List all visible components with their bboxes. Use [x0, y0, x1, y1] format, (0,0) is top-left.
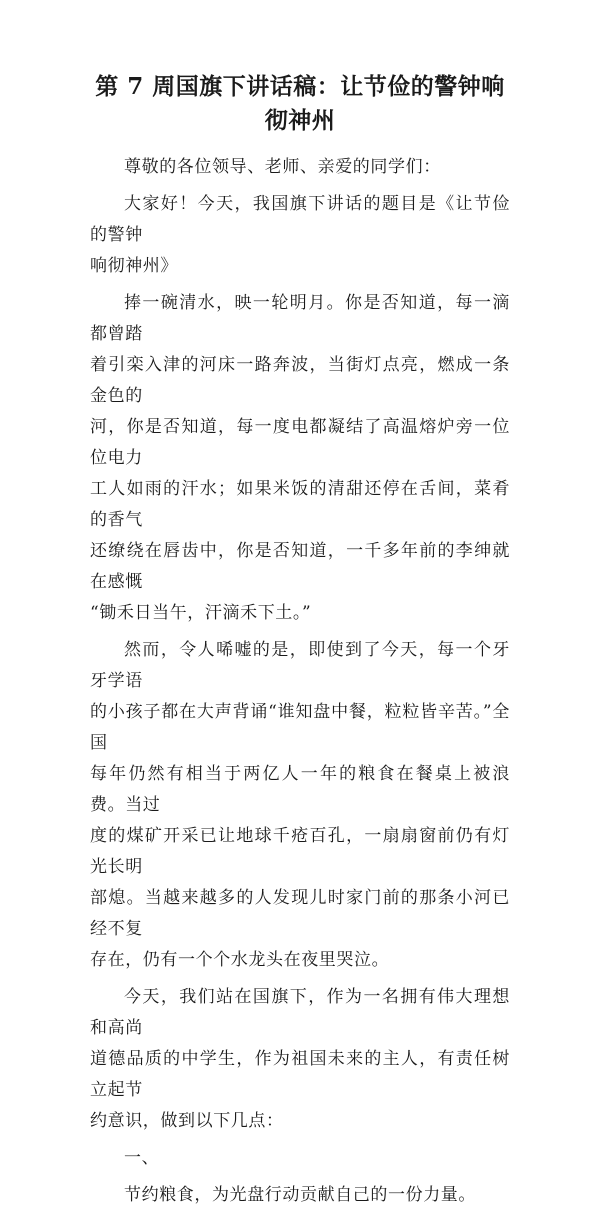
paragraph-1-line: 响彻神州》	[90, 256, 178, 276]
list-marker: 一、	[124, 1148, 160, 1168]
paragraph-3-line: 然而，令人唏嘘的是，即使到了今天，每一个牙牙学语	[90, 640, 510, 691]
title-line-2: 彻神州	[264, 107, 336, 134]
paragraph-3	[90, 635, 510, 976]
salutation: 尊敬的各位领导、老师、亲爱的同学们：	[124, 157, 441, 177]
paragraph-3-line: 存在，仍有一个个水龙头在夜里哭泣。	[90, 950, 390, 970]
paragraph-3-line: 部熄。当越来越多的人发现儿时家门前的那条小河已经不复	[90, 888, 510, 939]
paragraph-2-line: 着引栾入津的河床一路奔波，当街灯点亮，燃成一条金色的	[90, 355, 510, 406]
paragraph-2-line: 河，你是否知道，每一度电都凝结了高温熔炉旁一位位电力	[90, 417, 510, 468]
paragraph-3-line: 每年仍然有相当于两亿人一年的粮食在餐桌上被浪费。当过	[90, 764, 510, 815]
paragraph-1-line: 大家好！今天，我国旗下讲话的题目是《让节俭的警钟	[90, 194, 510, 245]
paragraph-4-line: 约意识，做到以下几点：	[90, 1111, 284, 1131]
paragraph-2	[90, 288, 510, 629]
paragraph-4-line: 道德品质的中学生，作为祖国未来的主人，有责任树立起节	[90, 1049, 510, 1100]
paragraph-3-line: 度的煤矿开采已让地球千疮百孔，一扇扇窗前仍有灯光长明	[90, 826, 510, 877]
paragraph-4	[90, 982, 510, 1137]
paragraph-2-line: 工人如雨的汗水；如果米饭的清甜还停在舌间，菜肴的香气	[90, 479, 510, 530]
list-item-1: 节约粮食，为光盘行动贡献自己的一份力量。	[124, 1185, 476, 1205]
paragraph-2-line: “锄禾日当午，汗滴禾下土。”	[90, 603, 312, 623]
paragraph-3-line: 的小孩子都在大声背诵“谁知盘中餐，粒粒皆辛苦。”全国	[90, 702, 510, 753]
document-title	[90, 70, 510, 138]
paragraph-2-line: 捧一碗清水，映一轮明月。你是否知道，每一滴都曾踏	[90, 293, 510, 344]
paragraph-1	[90, 189, 510, 282]
paragraph-2-line: 还缭绕在唇齿中，你是否知道，一千多年前的李绅就在感慨	[90, 541, 510, 592]
title-line-1: 第 7 周国旗下讲话稿：让节俭的警钟响	[95, 73, 505, 100]
paragraph-4-line: 今天，我们站在国旗下，作为一名拥有伟大理想和高尚	[90, 987, 510, 1038]
